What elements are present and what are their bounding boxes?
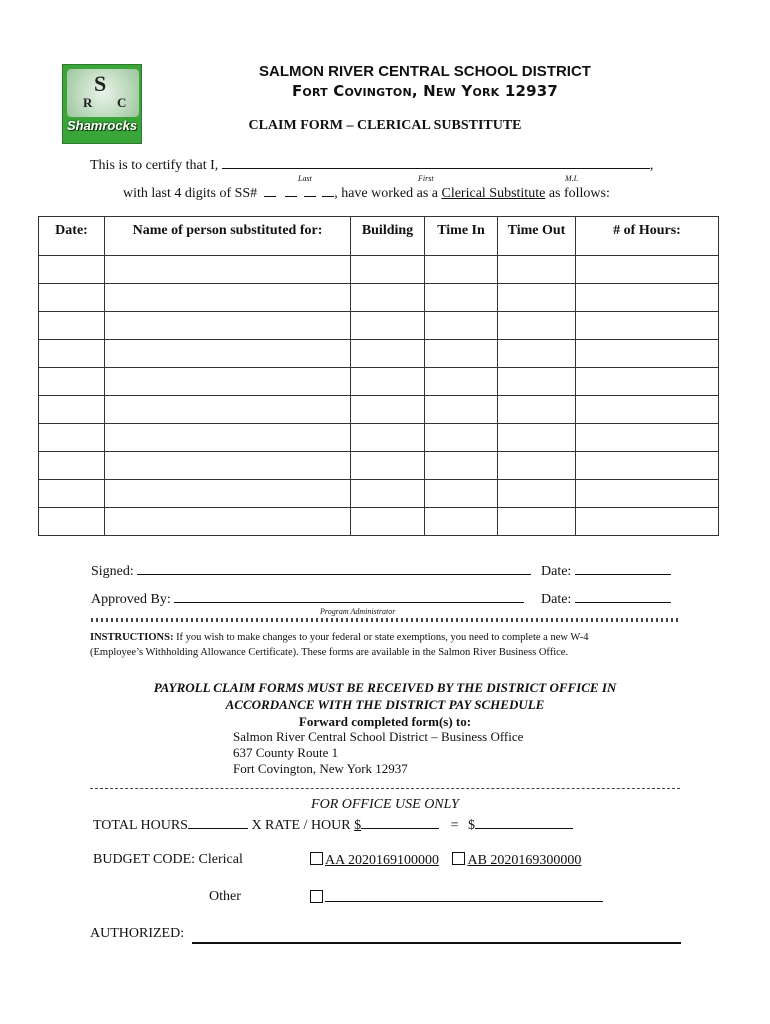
logo-letter-c: C bbox=[117, 95, 127, 110]
cell-time-out[interactable] bbox=[498, 508, 576, 536]
notice-line-2: ACCORDANCE WITH THE DISTRICT PAY SCHEDULE bbox=[225, 697, 545, 712]
table-row bbox=[39, 312, 719, 340]
cell-time-out[interactable] bbox=[498, 368, 576, 396]
last-name-label: Last bbox=[298, 174, 312, 183]
col-name: Name of person substituted for: bbox=[105, 217, 351, 256]
total-hours-label: TOTAL HOURS bbox=[93, 818, 188, 833]
cell-hours[interactable] bbox=[576, 452, 719, 480]
cell-date[interactable] bbox=[39, 452, 105, 480]
table-row bbox=[39, 396, 719, 424]
table-row bbox=[39, 508, 719, 536]
cell-time-in[interactable] bbox=[425, 452, 498, 480]
cell-building[interactable] bbox=[351, 284, 425, 312]
equals-sign: = bbox=[450, 818, 459, 833]
cell-name[interactable] bbox=[105, 396, 351, 424]
cell-hours[interactable] bbox=[576, 480, 719, 508]
first-name-label: First bbox=[418, 174, 434, 183]
instructions-text-2: (Employee’s Withholding Allowance Certificate). These forms are available in the Salmon River Business Office. bbox=[90, 647, 569, 658]
table-row bbox=[39, 340, 719, 368]
cell-time-out[interactable] bbox=[498, 256, 576, 284]
cell-hours[interactable] bbox=[576, 396, 719, 424]
rate-dollar: $ bbox=[354, 818, 362, 833]
hours-table bbox=[38, 216, 719, 536]
col-hours: # of Hours: bbox=[576, 217, 719, 256]
signed-date-field[interactable] bbox=[575, 562, 671, 575]
table-row bbox=[39, 284, 719, 312]
authorized-label: AUTHORIZED: bbox=[90, 926, 185, 941]
signed-label: Signed: bbox=[91, 564, 134, 579]
cell-time-in[interactable] bbox=[425, 256, 498, 284]
cell-date[interactable] bbox=[39, 424, 105, 452]
asterisk-divider bbox=[90, 616, 680, 626]
approved-row bbox=[91, 590, 524, 608]
cell-name[interactable] bbox=[105, 312, 351, 340]
cell-name[interactable] bbox=[105, 284, 351, 312]
totals-row bbox=[93, 816, 573, 834]
cell-hours[interactable] bbox=[576, 312, 719, 340]
dashed-divider bbox=[90, 788, 680, 789]
ss-digit-2[interactable] bbox=[285, 186, 297, 197]
cell-time-in[interactable] bbox=[425, 424, 498, 452]
cell-name[interactable] bbox=[105, 340, 351, 368]
forward-label: Forward completed form(s) to: bbox=[298, 714, 472, 729]
col-time-out: Time Out bbox=[498, 217, 576, 256]
cell-date[interactable] bbox=[39, 340, 105, 368]
cell-date[interactable] bbox=[39, 508, 105, 536]
authorized-line[interactable] bbox=[192, 942, 681, 944]
mailing-address bbox=[233, 729, 523, 777]
ss-post: as follows: bbox=[548, 186, 610, 201]
cell-building[interactable] bbox=[351, 368, 425, 396]
cell-building[interactable] bbox=[351, 508, 425, 536]
col-date: Date: bbox=[39, 217, 105, 256]
cell-date[interactable] bbox=[39, 312, 105, 340]
table-row bbox=[39, 452, 719, 480]
role-text: Clerical Substitute bbox=[441, 186, 546, 201]
signed-date-label: Date: bbox=[541, 564, 572, 579]
logo-letter-s: S bbox=[94, 71, 107, 96]
ss-digit-3[interactable] bbox=[304, 186, 316, 197]
ss-label: with last 4 digits of SS# bbox=[123, 186, 258, 201]
budget-codes bbox=[310, 852, 581, 869]
table-header-row bbox=[39, 217, 719, 256]
cell-date[interactable] bbox=[39, 480, 105, 508]
col-time-in: Time In bbox=[425, 217, 498, 256]
instructions-text: If you wish to make changes to your federal or state exemptions, you need to complete a new W-4 bbox=[176, 632, 589, 643]
cell-time-out[interactable] bbox=[498, 424, 576, 452]
cell-time-in[interactable] bbox=[425, 368, 498, 396]
cell-name[interactable] bbox=[105, 368, 351, 396]
code-aa: AA 2020169100000 bbox=[325, 853, 439, 868]
other-label: Other bbox=[209, 889, 241, 904]
cell-time-out[interactable] bbox=[498, 312, 576, 340]
cell-time-in[interactable] bbox=[425, 284, 498, 312]
office-use-title: FOR OFFICE USE ONLY bbox=[311, 797, 459, 812]
district-location: Fort Covington, New York 12937 bbox=[291, 82, 559, 100]
cell-time-in[interactable] bbox=[425, 340, 498, 368]
table-row bbox=[39, 368, 719, 396]
cell-hours[interactable] bbox=[576, 284, 719, 312]
approved-date-field[interactable] bbox=[575, 590, 671, 603]
payroll-notice bbox=[0, 679, 770, 730]
cell-date[interactable] bbox=[39, 396, 105, 424]
cell-time-in[interactable] bbox=[425, 396, 498, 424]
ss-digit-1[interactable] bbox=[264, 186, 276, 197]
approver-field[interactable] bbox=[174, 590, 524, 603]
approved-date-row bbox=[541, 590, 671, 608]
cell-hours[interactable] bbox=[576, 368, 719, 396]
cell-building[interactable] bbox=[351, 256, 425, 284]
address-line-1: Salmon River Central School District – Business Office bbox=[233, 729, 524, 744]
logo-wordmark: Shamrocks bbox=[66, 118, 138, 133]
cell-building[interactable] bbox=[351, 480, 425, 508]
cell-date[interactable] bbox=[39, 256, 105, 284]
form-title: CLAIM FORM – CLERICAL SUBSTITUTE bbox=[248, 118, 522, 133]
table-row bbox=[39, 480, 719, 508]
cell-building[interactable] bbox=[351, 424, 425, 452]
cell-building[interactable] bbox=[351, 452, 425, 480]
address-line-2: 637 County Route 1 bbox=[233, 745, 339, 760]
cell-hours[interactable] bbox=[576, 256, 719, 284]
cell-time-in[interactable] bbox=[425, 480, 498, 508]
signed-date-row bbox=[541, 562, 671, 580]
cell-time-out[interactable] bbox=[498, 396, 576, 424]
aa-checkbox[interactable] bbox=[310, 852, 323, 865]
ss-digit-4[interactable] bbox=[322, 186, 334, 197]
logo-letter-r: R bbox=[83, 95, 93, 110]
other-checkbox[interactable] bbox=[310, 890, 323, 903]
cell-hours[interactable] bbox=[576, 424, 719, 452]
cell-time-in[interactable] bbox=[425, 312, 498, 340]
certify-lead: This is to certify that I, bbox=[90, 158, 219, 173]
signature-field[interactable] bbox=[137, 562, 531, 575]
cell-time-in[interactable] bbox=[425, 508, 498, 536]
approved-date-label: Date: bbox=[541, 592, 572, 607]
cell-building[interactable] bbox=[351, 312, 425, 340]
table-row bbox=[39, 256, 719, 284]
total-dollar: $ bbox=[468, 818, 476, 833]
cell-date[interactable] bbox=[39, 284, 105, 312]
table-row bbox=[39, 424, 719, 452]
cell-time-out[interactable] bbox=[498, 452, 576, 480]
ss-line bbox=[123, 186, 610, 202]
total-amount-field[interactable] bbox=[475, 816, 573, 829]
certify-line: This is to certify that I, , bbox=[90, 158, 654, 173]
cell-building[interactable] bbox=[351, 340, 425, 368]
district-name: SALMON RIVER CENTRAL SCHOOL DISTRICT bbox=[259, 63, 591, 80]
notice-line-1: PAYROLL CLAIM FORMS MUST BE RECEIVED BY THE DISTRICT OFFICE IN bbox=[153, 680, 617, 695]
col-building: Building bbox=[351, 217, 425, 256]
rate-field[interactable] bbox=[361, 816, 439, 829]
cell-name[interactable] bbox=[105, 452, 351, 480]
cell-time-out[interactable] bbox=[498, 340, 576, 368]
code-ab: AB 2020169300000 bbox=[467, 853, 582, 868]
cell-date[interactable] bbox=[39, 368, 105, 396]
instructions-label: INSTRUCTIONS: bbox=[90, 632, 174, 643]
cell-hours[interactable] bbox=[576, 340, 719, 368]
rate-label: X RATE / HOUR bbox=[251, 818, 351, 833]
name-field[interactable] bbox=[222, 156, 650, 169]
other-code-field[interactable] bbox=[325, 889, 603, 902]
address-line-3: Fort Covington, New York 12937 bbox=[233, 761, 408, 776]
cell-name[interactable] bbox=[105, 256, 351, 284]
total-hours-field[interactable] bbox=[188, 816, 248, 829]
program-admin-label: Program Administrator bbox=[320, 607, 396, 616]
cell-name[interactable] bbox=[105, 480, 351, 508]
approved-label: Approved By: bbox=[91, 592, 171, 607]
cell-building[interactable] bbox=[351, 396, 425, 424]
cell-hours[interactable] bbox=[576, 508, 719, 536]
ss-mid: , have worked as a bbox=[334, 186, 438, 201]
cell-time-out[interactable] bbox=[498, 480, 576, 508]
signed-row bbox=[91, 562, 531, 580]
mi-label: M.I. bbox=[565, 174, 579, 183]
ab-checkbox[interactable] bbox=[452, 852, 465, 865]
other-row bbox=[310, 889, 603, 907]
instructions-block bbox=[90, 630, 690, 660]
budget-code-label: BUDGET CODE: Clerical bbox=[93, 852, 243, 867]
cell-name[interactable] bbox=[105, 508, 351, 536]
cell-time-out[interactable] bbox=[498, 284, 576, 312]
cell-name[interactable] bbox=[105, 424, 351, 452]
table-body bbox=[39, 256, 719, 536]
